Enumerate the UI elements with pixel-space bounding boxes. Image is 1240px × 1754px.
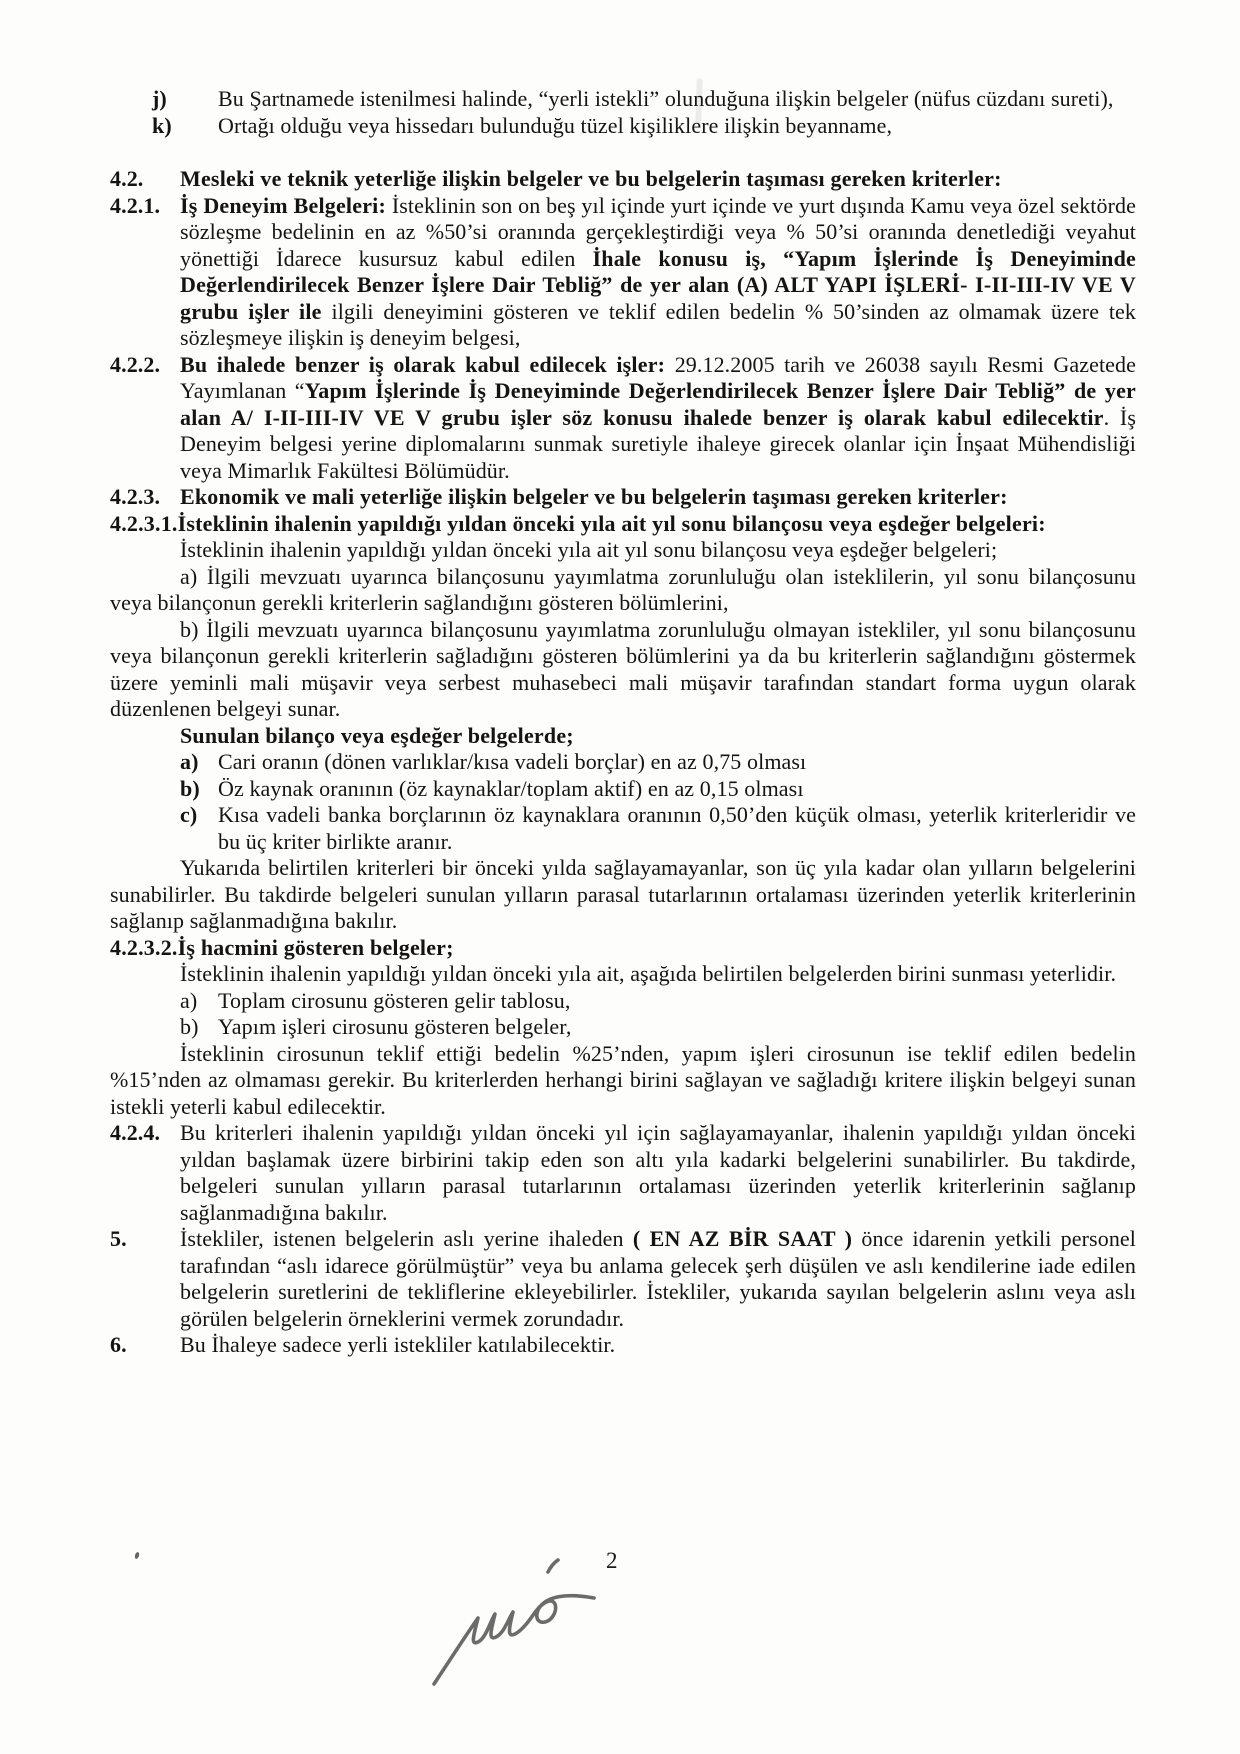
item-marker: c): [180, 802, 198, 827]
list-item: [152, 86, 1136, 113]
bold-text-run: 4.2.3.2.İş hacmini gösteren belgeler;: [110, 934, 454, 960]
signature-scribble: [428, 1538, 603, 1693]
bold-text-run: Yapım İşlerinde İş Deneyiminde Değerlendirilecek Benzer İşlere Dair Tebliğ” de yer alan A/ I-II-III-IV VE V grubu işler söz konusu ihalede benzer iş olarak kabul edilecektir: [180, 378, 1137, 430]
item-marker: j): [152, 86, 167, 111]
section-paragraph: [110, 352, 1136, 485]
section-paragraph: [110, 1120, 1136, 1226]
text-run: Cari oranın (dönen varlıklar/kısa vadeli borçlar) en az 0,75 olması: [218, 749, 807, 774]
list-item: [180, 776, 1136, 803]
list-item: [180, 802, 1136, 855]
list-item: [180, 988, 1136, 1015]
text-run: Toplam cirosunu gösteren gelir tablosu,: [218, 987, 571, 1013]
document-body: [110, 86, 1136, 1359]
section-paragraph: [110, 1226, 1136, 1332]
text-run: Bu kriterleri ihalenin yapıldığı yıldan önceki yıl için sağlayamayanlar, ihalenin yapıldığı yıldan önceki yıldan başlamak üzere birbirini takip eden son altı yıla kadarki belgelerini sunabilirler. Bu takdirde, belgeleri sunulan yılların parasal tutarlarının ortalaması üzerinden yeterlik kriterlerinin sağlanıp sağlanmadığına bakılır.: [180, 1120, 1136, 1225]
page-number: 2: [606, 1548, 618, 1573]
paragraph: [110, 1041, 1136, 1121]
text-run: . İş Deneyim belgesi yerine diplomalarını sunmak suretiyle ihaleye girecek olanlar için İnşaat Mühendisliği veya Mimarlık Fakültesi Bölümüdür.: [180, 404, 1136, 483]
item-marker: 4.2.1.: [110, 192, 161, 218]
bold-text-run: Sunulan bilanço veya eşdeğer belgelerde;: [180, 722, 574, 748]
heading: [110, 935, 1136, 962]
text-run: a) İlgili mevzuatı uyarınca bilançosunu yayımlatma zorunluluğu olan isteklilerin, yıl sonu bilançosunu veya bilançonun gerekli kriterlerin sağlandığını gösteren bölümlerini,: [110, 563, 1136, 615]
item-marker: 5.: [110, 1226, 127, 1251]
bold-text-run: Mesleki ve teknik yeterliğe ilişkin belgeler ve bu belgelerin taşıması gereken kriterler:: [180, 166, 1002, 191]
list-item: [152, 113, 1136, 140]
item-marker: b): [180, 1014, 199, 1039]
paragraph: [110, 537, 1136, 564]
text-run: b) İlgili mevzuatı uyarınca bilançosunu yayımlatma zorunluluğu olmayan istekliler, yıl sonu bilançosunu veya bilançonun gerekli kriterlerin sağladığını gösteren bölümlerini ya da bu kriterlerin sağlandığını göstermek üzere yeminli mali müşavir veya serbest muhasebeci mali müşavir tarafından standart forma uygun olarak düzenlenen belgeyi sunar.: [110, 616, 1136, 721]
scan-speck: [134, 1552, 140, 1560]
text-run: İstekliler, istenen belgelerin aslı yerine ihaleden: [180, 1226, 633, 1251]
bold-text-run: Bu ihalede benzer iş olarak kabul edilecek işler:: [180, 351, 675, 377]
text-run: İsteklinin son on beş yıl içinde yurt içinde ve yurt dışında Kamu veya özel sektörde sözleşme bedelinin en az %50’si oranında gerçekleştirdiği veya % 50’si oranında denetlediği veyahut yönettiği İdarece kusursuz kabul edilen: [180, 192, 1136, 271]
list-item: [180, 749, 1136, 776]
section-paragraph: [110, 166, 1136, 193]
section-paragraph: [110, 193, 1136, 352]
text-run: İsteklinin ihalenin yapıldığı yıldan önceki yıla ait yıl sonu bilançosu veya eşdeğer belgeleri;: [180, 537, 998, 562]
text-run: Yapım işleri cirosunu gösteren belgeler,: [218, 1014, 572, 1039]
item-marker: a): [180, 749, 199, 774]
text-run: 29.12.2005 tarih ve 26038 sayılı Resmi Gazetede Yayımlanan “: [180, 351, 1136, 403]
text-run: İsteklinin ihalenin yapıldığı yıldan önceki yıla ait, aşağıda belirtilen belgelerden birini sunması yeterlidir.: [180, 961, 1117, 986]
item-marker: a): [180, 987, 198, 1013]
bold-text-run: 4.2.3.1.İsteklinin ihalenin yapıldığı yıldan önceki yıla ait yıl sonu bilançosu veya eşdeğer belgeleri:: [110, 510, 1046, 536]
text-run: Yukarıda belirtilen kriterleri bir önceki yılda sağlayamayanlar, son üç yıla kadar olan yılların belgelerini sunabilirler. Bu takdirde belgeleri sunulan yılların parasal tutarlarının ortalaması üzerinden yeterlik kriterlerinin sağlanıp sağlanmadığına bakılır.: [110, 855, 1136, 933]
paragraph: [110, 855, 1136, 935]
text-run: önce idarenin yetkili personel tarafından “aslı idarece görülmüştür” veya bu anlama gelecek şerh düşülen ve aslı kendilerine iade edilen belgelerin suretlerini de tekliflerine ekleyebilirler. İstekliler, yukarıda sayılan belgelerin aslını veya aslı görülen belgelerin örneklerini vermek zorundadır.: [180, 1226, 1136, 1331]
paragraph: [110, 961, 1136, 988]
text-run: Bu İhaleye sadece yerli istekliler katılabilecektir.: [180, 1332, 616, 1357]
item-marker: 4.2.: [110, 166, 144, 191]
heading: [110, 511, 1136, 538]
item-marker: 4.2.3.: [110, 484, 161, 509]
item-marker: k): [152, 112, 172, 138]
list-item: [180, 1014, 1136, 1041]
item-marker: b): [180, 775, 200, 801]
bold-text-run: İhale konusu iş, “Yapım İşlerinde İş Deneyiminde Değerlendirilecek Benzer İşlere Dair Tebliğ” de yer alan (A) ALT YAPI İŞLERİ- I-II-III-IV VE V grubu işler ile: [180, 245, 1136, 324]
item-marker: 6.: [110, 1332, 127, 1357]
item-marker: 4.2.2.: [110, 351, 161, 377]
text-run: ilgili deneyimini gösteren ve teklif edilen bedelin % 50’sinden az olmamak üzere tek sözleşmeye ilişkin iş deneyim belgesi,: [180, 298, 1136, 350]
section-paragraph: [110, 484, 1136, 511]
paragraph: [110, 617, 1136, 723]
section-paragraph: [110, 1332, 1136, 1359]
paragraph: [110, 564, 1136, 617]
bold-text-run: Ekonomik ve mali yeterliğe ilişkin belgeler ve bu belgelerin taşıması gereken kriterler:: [180, 484, 1008, 509]
heading: [180, 723, 1136, 750]
text-run: Bu Şartnamede istenilmesi halinde, “yerli istekli” olunduğuna ilişkin belgeler (nüfus cüzdanı sureti),: [218, 86, 1114, 111]
text-run: Ortağı olduğu veya hissedarı bulunduğu tüzel kişiliklere ilişkin beyanname,: [218, 112, 893, 138]
item-marker: 4.2.4.: [110, 1120, 161, 1145]
text-run: İsteklinin cirosunun teklif ettiği bedelin %25’nden, yapım işleri cirosunun ise teklif edilen bedelin %15’nden az olmaması gerekir. Bu kriterlerden herhangi birini sağlayan ve sağladığı kritere ilişkin belgeyi sunan istekli yeterli kabul edilecektir.: [110, 1040, 1136, 1119]
bold-text-run: İş Deneyim Belgeleri:: [180, 192, 392, 218]
text-run: Öz kaynak oranının (öz kaynaklar/toplam aktif) en az 0,15 olması: [218, 775, 804, 801]
bold-text-run: ( EN AZ BİR SAAT ): [632, 1226, 853, 1251]
text-run: Kısa vadeli banka borçlarının öz kaynaklara oranının 0,50’den küçük olması, yeterlik kriterleridir ve bu üç kriter birlikte aranır.: [218, 802, 1136, 854]
